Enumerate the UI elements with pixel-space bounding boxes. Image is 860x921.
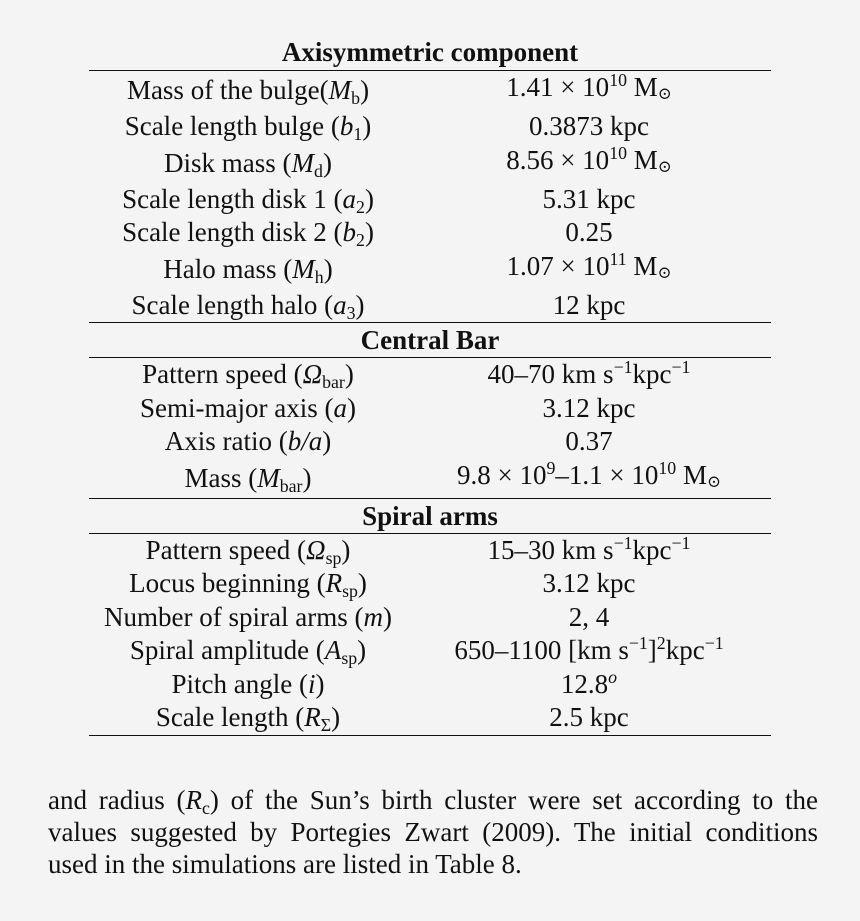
table-row	[89, 216, 771, 250]
table-row	[89, 533, 771, 567]
parameter-value: 5.31 kpc	[542, 183, 636, 214]
parameter-name: Mass $(M_{bar})$	[89, 459, 407, 499]
parameter-name: Spiral amplitude $(A_{sp})$	[129, 635, 367, 669]
sun-symbol: ⊙	[657, 84, 672, 103]
table-row	[89, 289, 771, 323]
parameter-value: 2.5 kpc	[407, 701, 771, 735]
parameter-value: $1.07 \times 10^{11}$ M⊙	[506, 248, 672, 282]
table-row	[89, 110, 771, 144]
section-header	[89, 498, 771, 533]
table-row	[89, 701, 771, 735]
parameter-name: Pitch angle (i)	[171, 668, 325, 699]
table-row	[89, 250, 771, 289]
table-row	[89, 459, 771, 499]
parameter-value: 3.12 kpc	[542, 392, 636, 423]
parameter-name: Mass of the $bulge(M_b)$	[126, 75, 370, 108]
parameter-value: 650–1100 [km $s^{-1}]^2kpc^{-1}$	[454, 633, 724, 666]
parameter-name: Halo mass $(M_h)$	[163, 253, 333, 287]
parameters-table	[89, 34, 771, 736]
parameter-value: $9.8 \times 10^9-1.1 \times 10^{10}$ M⊙	[407, 459, 771, 499]
table-row	[89, 634, 771, 668]
parameter-name: Number of spiral arms (m)	[104, 601, 392, 632]
parameter-name: Axis ratio (b/a)	[164, 426, 332, 457]
table-row	[89, 144, 771, 183]
table-row	[89, 71, 771, 111]
body-paragraph: and radius $(R_c)$ of the Sun’s birth cluster were set according to the values suggested by Portegies Zwart (2009). The initial conditions used in the simulations are listed in Table 8.	[48, 785, 818, 879]
parameter-name: Semi-major axis (a)	[140, 392, 356, 423]
parameter-name: Pattern speed $(\Omega_{sp})$	[145, 534, 351, 568]
parameter-value: 0.3873 kpc	[529, 111, 649, 142]
parameter-name: Scale length disk 1 $(a_2)$	[122, 183, 374, 217]
parameter-name: Disk mass $(M_d)$	[164, 147, 332, 181]
parameter-value: 2, 4	[568, 601, 610, 632]
parameter-value: 0.37	[565, 426, 613, 457]
table-row	[89, 567, 771, 601]
parameter-name: Scale length bulge $(b_1)$	[124, 111, 372, 145]
parameter-value: $8.56 \times 10^{10}$ M⊙	[506, 142, 672, 176]
section-title: Spiral arms	[89, 498, 771, 533]
table-row	[89, 425, 771, 459]
table-row	[89, 392, 771, 426]
parameter-name: Scale length disk 2 $(b_2)$	[122, 217, 374, 251]
parameter-value: 3.12 kpc	[542, 568, 636, 599]
parameter-name: Scale length halo $(a_3)$	[89, 289, 407, 323]
sun-symbol: ⊙	[657, 262, 672, 282]
table-row	[89, 358, 771, 392]
parameter-name: Pattern speed $(\Omega_{bar})$	[142, 359, 354, 393]
parameter-name: Locus beginning $(R_{sp})$	[129, 568, 367, 602]
section-title: Central Bar	[89, 323, 771, 358]
sun-symbol: ⊙	[706, 471, 721, 491]
table-row	[89, 668, 771, 702]
parameter-value: $1.41 \times 10^{10}$ M⊙	[506, 70, 672, 103]
sun-symbol: ⊙	[657, 156, 672, 176]
parameter-value: 12.8$^o$	[560, 666, 618, 699]
table-row	[89, 601, 771, 635]
parameter-value: 15–30 km $s^{-1}kpc^{-1}$	[487, 532, 691, 565]
parameter-name: Scale length $(R_\Sigma)$	[89, 701, 407, 735]
parameter-value: 12 kpc	[407, 289, 771, 323]
section-title: Axisymmetric component	[89, 34, 771, 71]
table-row	[89, 183, 771, 217]
parameter-value: 0.25	[565, 217, 613, 248]
section-header	[89, 323, 771, 358]
section-header	[89, 34, 771, 71]
parameter-value: 40–70 km $s^{-1}kpc^{-1}$	[487, 357, 691, 390]
